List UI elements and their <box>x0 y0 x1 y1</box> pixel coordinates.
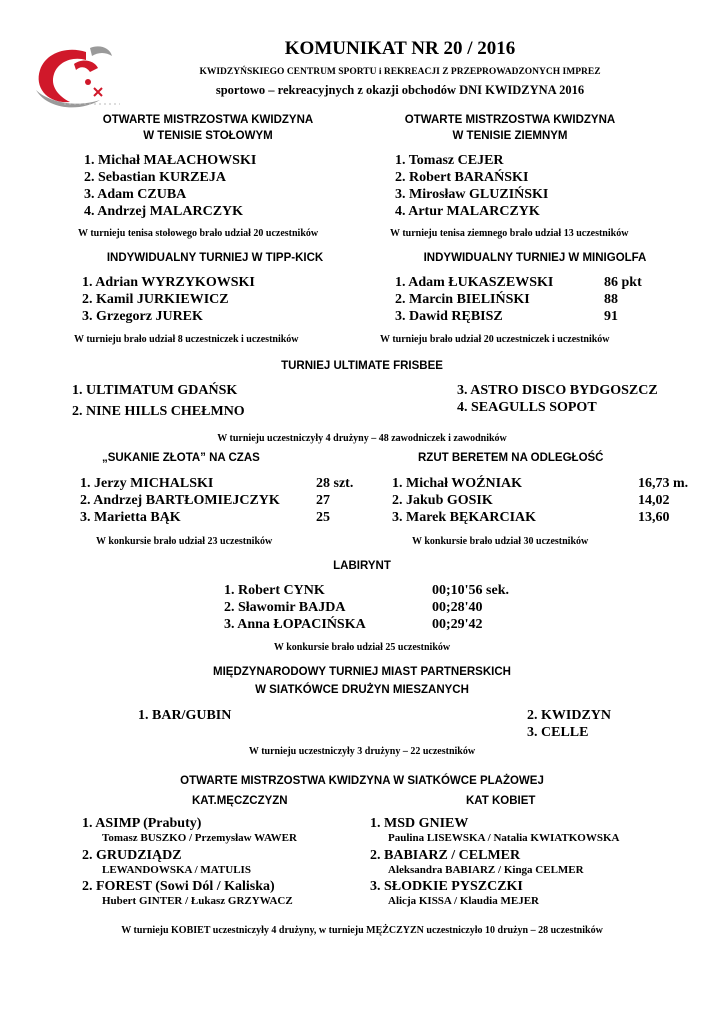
player-name: 1. Jerzy MICHALSKI <box>80 476 214 491</box>
tennis-results <box>395 152 548 220</box>
list-item <box>370 847 619 878</box>
list-item: 3. Mirosław GLUZIŃSKI <box>395 187 549 202</box>
list-item <box>370 878 619 907</box>
list-item: 1. BAR/GUBIN <box>138 708 232 723</box>
list-item: 1. ULTIMATUM GDAŃSK <box>72 383 238 398</box>
tipp-kick-heading: INDYWIDUALNY TURNIEJ W TIPP-KICK <box>106 252 324 264</box>
player-name: 3. Marietta BĄK <box>80 510 181 525</box>
table-tennis-heading-line2: W TENISIE STOŁOWYM <box>143 130 273 142</box>
beret-throw-results <box>392 475 689 526</box>
list-item <box>82 878 297 907</box>
intl-volleyball-results-right <box>527 707 611 741</box>
player-name: 2. Sławomir BAJDA <box>224 600 346 615</box>
frisbee-note: W turnieju uczestniczyły 4 drużyny – 48 zawodniczek i zawodników <box>217 433 507 444</box>
player-time: 00;10'56 sek. <box>432 583 509 598</box>
list-item <box>224 616 483 633</box>
player-name: 2. Jakub GOSIK <box>392 493 493 508</box>
list-item <box>224 599 483 616</box>
list-item: 4. SEAGULLS SOPOT <box>457 400 597 415</box>
list-item: 1. Adrian WYRZYKOWSKI <box>82 275 255 290</box>
player-name: 3. Marek BĘKARCIAK <box>392 510 537 525</box>
minigolf-heading: INDYWIDUALNY TURNIEJ W MINIGOLFA <box>423 252 647 264</box>
men-results <box>82 815 297 907</box>
player-score: 14,02 <box>638 493 670 508</box>
minigolf-note: W turnieju brało udział 20 uczestniczek i uczestników <box>380 334 610 345</box>
frisbee-results-left <box>72 382 245 420</box>
team-players: Aleksandra BABIARZ / Kinga CELMER <box>388 864 584 876</box>
player-score: 86 pkt <box>604 275 642 290</box>
tipp-kick-results <box>82 274 255 325</box>
list-item: 2. Kamil JURKIEWICZ <box>82 292 229 307</box>
subtitle-event: sportowo – rekreacyjnych z okazji obchodów DNI KWIDZYNA 2016 <box>215 83 585 97</box>
player-score: 25 <box>316 510 330 525</box>
list-item: 2. KWIDZYN <box>527 708 612 723</box>
team-name: 1. ASIMP (Prabuty) <box>82 816 202 831</box>
list-item <box>395 274 642 291</box>
player-name: 3. Dawid RĘBISZ <box>395 309 503 324</box>
team-players: Hubert GINTER / Łukasz GRZYWACZ <box>102 895 293 907</box>
list-item: 2. NINE HILLS CHEŁMNO <box>72 404 245 419</box>
intl-volleyball-heading-line1: MIĘDZYNARODOWY TURNIEJ MIAST PARTNERSKICH <box>213 666 511 678</box>
player-score: 13,60 <box>638 510 670 525</box>
beach-volleyball-heading: OTWARTE MISTRZOSTWA KWIDZYNA W SIATKÓWCE PLAŻOWEJ <box>180 775 544 787</box>
kcsir-logo-icon <box>28 38 128 113</box>
player-name: 2. Marcin BIELIŃSKI <box>395 292 530 307</box>
list-item <box>80 492 330 509</box>
player-name: 3. Anna ŁOPACIŃSKA <box>224 617 366 632</box>
page-title: KOMUNIKAT NR 20 / 2016 <box>284 38 516 59</box>
team-name: 2. BABIARZ / CELMER <box>370 848 521 863</box>
team-players: Alicja KISSA / Klaudia MEJER <box>388 895 539 907</box>
team-players: LEWANDOWSKA / MATULIS <box>102 864 251 876</box>
table-tennis-note: W turnieju tenisa stołowego brało udział 20 uczestników <box>78 228 319 239</box>
women-category-label: KAT KOBIET <box>466 795 536 807</box>
player-score: 16,73 m. <box>638 476 689 491</box>
gold-search-note: W konkursie brało udział 23 uczestników <box>96 536 273 547</box>
player-score: 91 <box>604 309 618 324</box>
player-name: 1. Adam ŁUKASZEWSKI <box>395 275 554 290</box>
team-players: Paulina LISEWSKA / Natalia KWIATKOWSKA <box>388 832 620 844</box>
player-time: 00;29'42 <box>432 617 483 632</box>
women-results <box>370 815 619 907</box>
intl-volleyball-note: W turnieju uczestniczyły 3 drużyny – 22 uczestników <box>248 746 476 757</box>
player-score: 27 <box>316 493 330 508</box>
list-item <box>392 492 670 509</box>
player-time: 00;28'40 <box>432 600 483 615</box>
minigolf-results <box>395 274 642 325</box>
team-players: Tomasz BUSZKO / Przemysław WAWER <box>102 832 297 844</box>
list-item: 3. ASTRO DISCO BYDGOSZCZ <box>457 383 658 398</box>
list-item <box>80 509 330 526</box>
subtitle-organizer: KWIDZYŃSKIEGO CENTRUM SPORTU i REKREACJI Z PRZEPROWADZONYCH IMPREZ <box>199 67 601 77</box>
frisbee-results-right <box>457 382 658 416</box>
table-tennis-heading-line1: OTWARTE MISTRZOSTWA KWIDZYNA <box>102 114 314 126</box>
list-item <box>82 847 297 878</box>
tennis-heading-line1: OTWARTE MISTRZOSTWA KWIDZYNA <box>404 114 616 126</box>
list-item: 1. Tomasz CEJER <box>395 153 504 168</box>
list-item <box>395 308 618 325</box>
team-name: 1. MSD GNIEW <box>370 816 469 831</box>
list-item <box>80 475 354 492</box>
tipp-kick-note: W turnieju brało udział 8 uczestniczek i uczestników <box>74 334 299 345</box>
labyrinth-note: W konkursie brało udział 25 uczestników <box>273 642 451 653</box>
player-name: 1. Robert CYNK <box>224 583 325 598</box>
team-name: 3. SŁODKIE PYSZCZKI <box>370 879 523 894</box>
list-item: 1. Michał MAŁACHOWSKI <box>84 153 257 168</box>
player-name: 2. Andrzej BARTŁOMIEJCZYK <box>80 493 280 508</box>
frisbee-heading: TURNIEJ ULTIMATE FRISBEE <box>281 360 443 372</box>
player-name: 1. Michał WOŹNIAK <box>392 476 523 491</box>
table-tennis-results <box>84 152 256 220</box>
labyrinth-heading: LABIRYNT <box>333 560 391 572</box>
men-category-label: KAT.MĘCZCZYZN <box>192 795 288 807</box>
gold-search-heading: „SUKANIE ZŁOTA” NA CZAS <box>102 452 260 464</box>
list-item <box>224 582 509 599</box>
tennis-note: W turnieju tenisa ziemnego brało udział 13 uczestników <box>390 228 629 239</box>
list-item: 3. Grzegorz JUREK <box>82 309 203 324</box>
player-score: 28 szt. <box>316 476 354 491</box>
list-item <box>82 815 297 847</box>
list-item: 2. Sebastian KURZEJA <box>84 170 226 185</box>
list-item: 3. CELLE <box>527 725 589 740</box>
list-item: 3. Adam CZUBA <box>84 187 187 202</box>
beret-throw-heading: RZUT BERETEM NA ODLEGŁOŚĆ <box>418 452 604 464</box>
tennis-heading-line2: W TENISIE ZIEMNYM <box>452 130 568 142</box>
list-item <box>370 815 619 847</box>
intl-volleyball-heading-line2: W SIATKÓWCE DRUŻYN MIESZANYCH <box>255 684 469 696</box>
beach-volleyball-note: W turnieju KOBIET uczestniczyły 4 drużyny, w turnieju MĘŻCZYZN uczestniczyło 10 drużyn – 28 uczestników <box>121 925 603 936</box>
list-item <box>392 475 689 492</box>
list-item <box>395 291 618 308</box>
team-name: 2. FOREST (Sowi Dól / Kaliska) <box>82 879 275 894</box>
player-score: 88 <box>604 292 618 307</box>
labyrinth-results <box>224 582 509 633</box>
list-item: 4. Andrzej MALARCZYK <box>84 204 244 219</box>
list-item: 4. Artur MALARCZYK <box>395 204 540 219</box>
beret-throw-note: W konkursie brało udział 30 uczestników <box>412 536 589 547</box>
team-name: 2. GRUDZIĄDZ <box>82 848 182 863</box>
list-item: 2. Robert BARAŃSKI <box>395 170 529 185</box>
list-item <box>392 509 670 526</box>
gold-search-results <box>80 475 354 526</box>
